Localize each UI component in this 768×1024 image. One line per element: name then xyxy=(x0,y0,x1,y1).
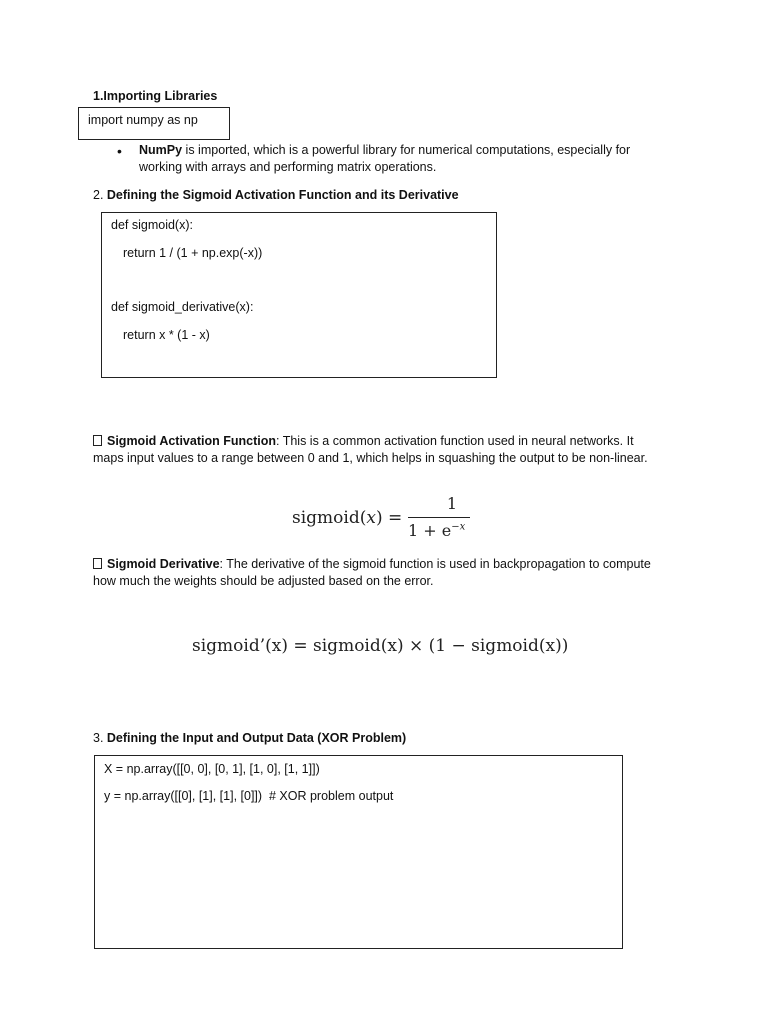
section-3-title: Defining the Input and Output Data (XOR Problem) xyxy=(106,731,407,745)
code-line-1: def sigmoid(x): xyxy=(111,218,193,232)
import-code-line: import numpy as np xyxy=(88,113,198,127)
xor-code-box xyxy=(94,755,623,949)
bullet-icon: • xyxy=(117,143,122,159)
numpy-text-line2: working with arrays and performing matrix operations. xyxy=(139,160,437,174)
section-2-title: Defining the Sigmoid Activation Function and its Derivative xyxy=(106,188,459,202)
derivative-text-1: : The derivative of the sigmoid function is used in backpropagation to compute xyxy=(219,557,651,571)
xor-code-line-1: X = np.array([[0, 0], [0, 1], [1, 0], [1, 1]]) xyxy=(104,762,320,776)
activation-text-2: maps input values to a range between 0 and 1, which helps in squashing the output to be non-linear. xyxy=(93,451,648,465)
formula-numerator: 1 xyxy=(446,494,458,513)
code-line-3: def sigmoid_derivative(x): xyxy=(111,300,254,314)
derivative-paragraph xyxy=(93,556,733,590)
derivative-text-2: how much the weights should be adjusted based on the error. xyxy=(93,574,434,588)
activation-label: Sigmoid Activation Function xyxy=(107,434,276,448)
activation-text-1: : This is a common activation function used in neural networks. It xyxy=(275,434,634,448)
section-3-number: 3. xyxy=(93,731,107,745)
missing-glyph-icon xyxy=(93,558,102,569)
section-1-heading: 1.Importing Libraries xyxy=(93,89,218,103)
sigmoid-formula xyxy=(292,494,482,540)
numpy-bold: NumPy xyxy=(139,143,183,157)
numpy-bullet xyxy=(139,142,699,176)
derivative-formula: sigmoid’(x) = sigmoid(x) × (1 − sigmoid(x)) xyxy=(192,636,569,656)
xor-code-line-2: y = np.array([[0], [1], [1], [0]]) # XOR problem output xyxy=(104,789,394,803)
activation-paragraph xyxy=(93,433,733,467)
missing-glyph-icon xyxy=(93,435,102,446)
sigmoid-code-box xyxy=(101,212,497,378)
section-2-heading xyxy=(93,188,459,202)
section-2-number: 2. xyxy=(93,188,107,202)
formula-lhs: sigmoid(x) = xyxy=(292,508,403,528)
code-line-4: return x * (1 - x) xyxy=(123,328,210,342)
formula-denominator: $1 + e^{-x}$ xyxy=(408,521,466,540)
fraction-bar xyxy=(408,517,470,518)
code-line-2: return 1 / (1 + np.exp(-x)) xyxy=(123,246,263,260)
section-3-heading xyxy=(93,731,406,745)
import-code-box xyxy=(78,107,230,140)
numpy-text: is imported, which is a powerful library for numerical computations, especially for xyxy=(182,143,631,157)
derivative-label: Sigmoid Derivative xyxy=(107,557,220,571)
